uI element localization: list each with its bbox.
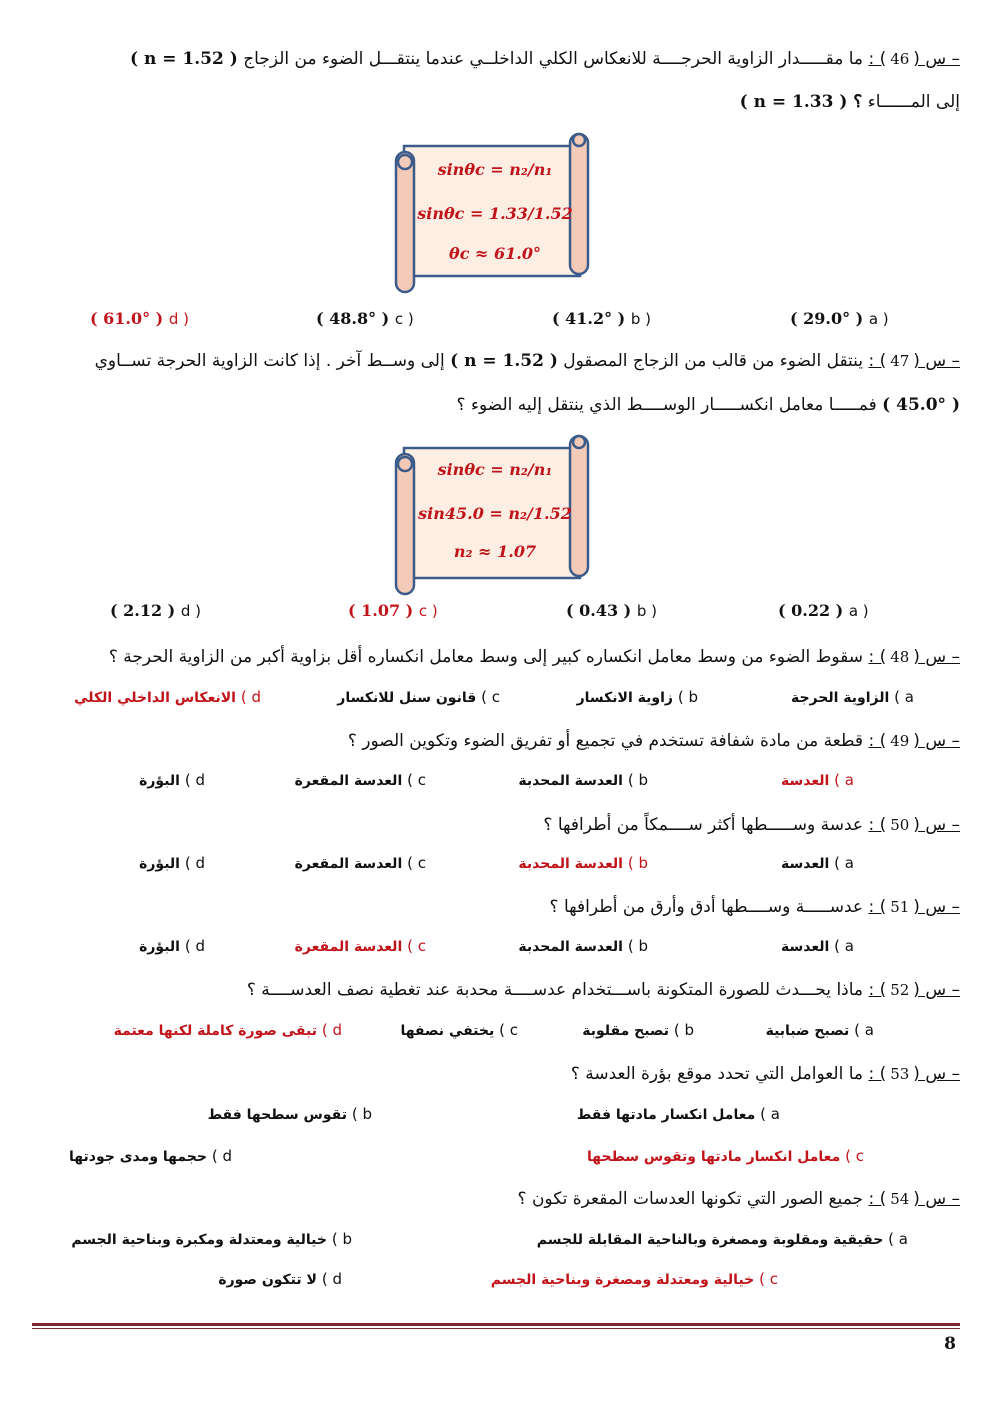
question-48: – س (48) : سقوط الضوء من وسط معامل انكساره كبير إلى وسط معامل انكساره أقل بزاوية أكبر من الزاوية الحرجة ؟ xyxy=(108,647,960,667)
option-46-b[interactable]: ( 41.2° ) b ) xyxy=(552,309,651,328)
option-47-a[interactable]: ( 0.22 ) a ) xyxy=(778,601,869,620)
question-47-continued: ( 45.0° ) فمـــــا معامل انكســـــار الوســــط الذي ينتقل إليه الضوء ؟ xyxy=(456,395,960,415)
option-51-c[interactable]: c ) العدسة المقعرة xyxy=(294,937,426,955)
option-48-b[interactable]: b ) زاوية الانكسار xyxy=(576,688,698,706)
question-label: – س (53) : xyxy=(868,1064,960,1084)
option-53-d[interactable]: d ) حجمها ومدى جودتها xyxy=(69,1147,232,1165)
option-53-a[interactable]: a ) معامل انكسار مادتها فقط xyxy=(576,1105,780,1123)
question-53: – س (53) : ما العوامل التي تحدد موقع بؤرة العدسة ؟ xyxy=(570,1064,960,1084)
question-49: – س (49) : قطعة من مادة شفافة تستخدم في تجميع أو تفريق الضوء وتكوين الصور ؟ xyxy=(347,731,960,751)
scroll-line-1: sinθc = n₂/n₁ xyxy=(437,160,553,179)
question-50: – س (50) : عدسة وســـــطها أكثر ســــمكاً من أطرافها ؟ xyxy=(543,815,960,835)
question-label: – س (47) : xyxy=(868,351,960,371)
option-52-d[interactable]: d ) تبقى صورة كاملة لكنها معتمة xyxy=(113,1021,342,1039)
question-52: – س (52) : ماذا يحـــدث للصورة المتكونة باســـتخدام عدســــة محدبة عند تغطية نصف العدســــة ؟ xyxy=(246,980,960,1000)
option-47-c[interactable]: ( 1.07 ) c ) xyxy=(348,601,438,620)
option-51-d[interactable]: d ) البؤرة xyxy=(139,937,205,955)
option-49-c[interactable]: c ) العدسة المقعرة xyxy=(294,771,426,789)
question-label: – س (50) : xyxy=(868,815,960,835)
question-label: – س (51) : xyxy=(868,897,960,917)
question-51: – س (51) : عدســـــة وســــطها أدق وأرق من أطرافها ؟ xyxy=(549,897,960,917)
option-50-c[interactable]: c ) العدسة المقعرة xyxy=(294,854,426,872)
option-53-c[interactable]: c ) معامل انكسار مادتها وتقوس سطحها xyxy=(587,1147,864,1165)
option-46-d[interactable]: ( 61.0° ) d ) xyxy=(90,309,189,328)
option-48-a[interactable]: a ) الزاوية الحرجة xyxy=(790,688,914,706)
option-50-b[interactable]: b ) العدسة المحدبة xyxy=(518,854,648,872)
option-47-d[interactable]: ( 2.12 ) d ) xyxy=(110,601,201,620)
option-51-b[interactable]: b ) العدسة المحدبة xyxy=(518,937,648,955)
question-label: – س (48) : xyxy=(868,647,960,667)
option-54-b[interactable]: b ) خيالية ومعتدلة ومكبرة وبناحية الجسم xyxy=(71,1230,352,1248)
scroll-line-2: sinθc = 1.33/1.52 xyxy=(417,204,573,223)
question-label: – س (52) : xyxy=(868,980,960,1000)
question-math: ( n = 1.52 ) xyxy=(130,49,238,69)
option-52-a[interactable]: a ) تصبح ضبابية xyxy=(765,1021,874,1039)
option-50-a[interactable]: a ) العدسة xyxy=(780,854,854,872)
question-46 xyxy=(30,48,960,70)
question-text: ما مقـــــدار الزاوية الحرجــــة للانعكاس الكلي الداخلــي عندما ينتقـــل الضوء من الزجاج xyxy=(243,49,864,69)
option-53-b[interactable]: b ) تقوس سطحها فقط xyxy=(207,1105,372,1123)
question-label: – س (54) : xyxy=(868,1189,960,1209)
option-54-c[interactable]: c ) خيالية ومعتدلة ومصغرة وبناحية الجسم xyxy=(490,1270,778,1288)
scroll-line-2: sin45.0 = n₂/1.52 xyxy=(418,504,572,523)
footer-rule xyxy=(32,1323,960,1326)
option-54-a[interactable]: a ) حقيقية ومقلوبة ومصغرة وبالناحية المقابلة للجسم xyxy=(536,1230,908,1248)
question-47: – س (47) : ينتقل الضوء من قالب من الزجاج المصقول ( n = 1.52 ) إلى وســط آخر . إذا كانت الزاوية الحرجة تســاوي xyxy=(94,351,960,371)
footer-rule-thin xyxy=(32,1328,960,1329)
question-label: – س (49) : xyxy=(868,731,960,751)
option-46-c[interactable]: ( 48.8° ) c ) xyxy=(316,309,414,328)
option-47-b[interactable]: ( 0.43 ) b ) xyxy=(566,601,657,620)
option-49-d[interactable]: d ) البؤرة xyxy=(139,771,205,789)
question-46-continued: إلى المــــــاء ( n = 1.33 ) ؟ xyxy=(739,92,960,112)
option-49-b[interactable]: b ) العدسة المحدبة xyxy=(518,771,648,789)
option-49-a[interactable]: a ) العدسة xyxy=(780,771,854,789)
page-number: 8 xyxy=(944,1334,956,1354)
option-52-c[interactable]: c ) يختفي نصفها xyxy=(400,1021,518,1039)
scroll-line-3: θc ≈ 61.0° xyxy=(449,244,541,263)
option-46-a[interactable]: ( 29.0° ) a ) xyxy=(790,309,889,328)
option-50-d[interactable]: d ) البؤرة xyxy=(139,854,205,872)
option-54-d[interactable]: d ) لا تتكون صورة xyxy=(218,1270,342,1288)
scroll-line-3: n₂ ≈ 1.07 xyxy=(453,542,537,561)
option-48-c[interactable]: c ) قانون سنل للانكسار xyxy=(337,688,500,706)
question-54: – س (54) : جميع الصور التي تكونها العدسات المقعرة تكون ؟ xyxy=(517,1189,960,1209)
option-51-a[interactable]: a ) العدسة xyxy=(780,937,854,955)
question-label: – س (46) : xyxy=(868,49,960,69)
option-48-d[interactable]: d ) الانعكاس الداخلي الكلي xyxy=(74,688,261,706)
scroll-line-1: sinθc = n₂/n₁ xyxy=(437,460,553,479)
option-52-b[interactable]: b ) تصبح مقلوبة xyxy=(582,1021,694,1039)
